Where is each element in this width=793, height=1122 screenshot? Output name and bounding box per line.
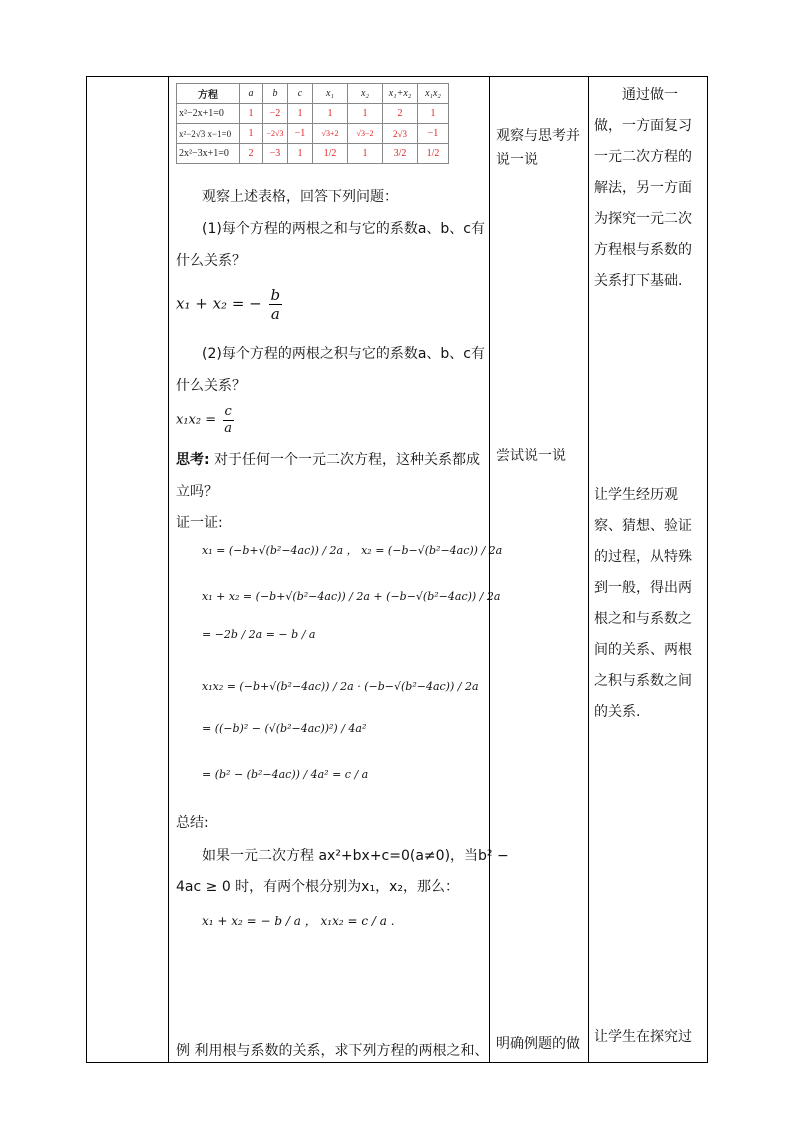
- observe-prompt: 观察上述表格，回答下列问题：: [202, 189, 398, 205]
- table-cell: 2: [383, 104, 418, 124]
- table-cell: −3: [263, 144, 288, 164]
- table-cell: 1: [348, 104, 383, 124]
- header-cell: x₁+x₂: [383, 84, 418, 104]
- table-cell: √3+2: [313, 124, 348, 144]
- table-cell: −1: [418, 124, 449, 144]
- activity-example: 明确例题的做: [496, 1036, 580, 1052]
- table-row: [177, 104, 449, 124]
- table-cell: −1: [288, 124, 313, 144]
- think-question: [176, 449, 480, 469]
- table-cell: x²−2√3 x−1=0: [177, 124, 240, 144]
- question-1-cont: 什么关系？: [176, 253, 246, 269]
- intent-note-2: 让学生经历观察、猜想、验证的过程，从特殊到一般，得出两根之和与系数之间的关系、两根之积与系数之间的关系.: [594, 487, 692, 720]
- table-cell: −2: [263, 104, 288, 124]
- fraction: [269, 286, 283, 323]
- table-cell: 1: [348, 144, 383, 164]
- proof-label: 证一证:: [176, 515, 223, 531]
- proof-line: = ((−b)² − (√(b²−4ac))²) / 4a²: [202, 722, 367, 735]
- sum-formula-lhs: x₁ + x₂ = −: [176, 294, 262, 313]
- table-cell: 1: [288, 104, 313, 124]
- question-2: (2)每个方程的两根之积与它的系数a、b、c有: [202, 346, 485, 362]
- table-cell: 1/2: [313, 144, 348, 164]
- header-cell: a: [240, 84, 263, 104]
- header-cell: 方程: [177, 84, 240, 104]
- intent-note-3: 让学生在探究过: [594, 1029, 692, 1045]
- header-cell: b: [263, 84, 288, 104]
- activity-try: 尝试说一说: [496, 448, 566, 464]
- activity-observe: 观察与思考并说一说: [496, 128, 580, 168]
- summary-text-cont: 4ac ≥ 0 时，有两个根分别为x₁，x₂，那么：: [176, 879, 459, 895]
- example-text: 例 利用根与系数的关系，求下列方程的两根之和、: [176, 1043, 489, 1059]
- proof-line: = (b² − (b²−4ac)) / 4a² = c / a: [202, 768, 369, 781]
- question-1: (1)每个方程的两根之和与它的系数a、b、c有: [202, 221, 485, 237]
- table-cell: √3−2: [348, 124, 383, 144]
- numerator: c: [224, 404, 232, 419]
- table-cell: 1: [240, 104, 263, 124]
- table-cell: −2√3: [263, 124, 288, 144]
- table-cell: 3/2: [383, 144, 418, 164]
- summary-label: 总结:: [176, 815, 209, 831]
- table-cell: 1/2: [418, 144, 449, 164]
- product-formula: [176, 404, 236, 436]
- sum-formula: [176, 286, 284, 323]
- proof-line: x₁ = (−b+√(b²−4ac)) / 2a ， x₂ = (−b−√(b²−4ac)) / 2a: [202, 544, 503, 557]
- table-cell: 1: [313, 104, 348, 124]
- fraction: [222, 404, 234, 436]
- think-question-cont: 立吗？: [176, 484, 218, 500]
- table-row: [177, 144, 449, 164]
- table-cell: 2x²−3x+1=0: [177, 144, 240, 164]
- column-divider: [168, 76, 169, 1063]
- proof-line: = −2b / 2a = − b / a: [202, 628, 316, 641]
- proof-line: x₁ + x₂ = (−b+√(b²−4ac)) / 2a + (−b−√(b²−4ac)) / 2a: [202, 590, 501, 603]
- denominator: a: [224, 420, 233, 436]
- question-2-cont: 什么关系？: [176, 378, 246, 394]
- header-cell: c: [288, 84, 313, 104]
- product-formula-lhs: x₁x₂ =: [176, 412, 217, 428]
- column-divider: [489, 76, 490, 1063]
- proof-line: x₁x₂ = (−b+√(b²−4ac)) / 2a · (−b−√(b²−4ac)) / 2a: [202, 680, 479, 693]
- table-cell: 1: [418, 104, 449, 124]
- think-text: 对于任何一个一元二次方程，这种关系都成: [209, 452, 481, 468]
- table-cell: 2: [240, 144, 263, 164]
- intent-note-1: 通过做一做，一方面复习一元二次方程的解法，另一方面为探究一元二次方程根与系数的关系打下基础.: [594, 87, 692, 289]
- numerator: b: [270, 286, 281, 304]
- header-cell: x₁x₂: [418, 84, 449, 104]
- roots-table: [176, 83, 449, 164]
- summary-text: 如果一元二次方程 ax²+bx+c=0(a≠0)，当b² −: [202, 848, 509, 864]
- think-label: 思考:: [176, 452, 210, 468]
- header-cell: x₁: [313, 84, 348, 104]
- column-divider: [588, 76, 589, 1063]
- table-row: [177, 124, 449, 144]
- summary-formula: x₁ + x₂ = − b / a ， x₁x₂ = c / a .: [202, 914, 395, 928]
- table-header-row: [177, 84, 449, 104]
- table-cell: 1: [288, 144, 313, 164]
- table-cell: 1: [240, 124, 263, 144]
- header-cell: x₂: [348, 84, 383, 104]
- denominator: a: [270, 305, 280, 323]
- table-cell: x²−2x+1=0: [177, 104, 240, 124]
- table-cell: 2√3: [383, 124, 418, 144]
